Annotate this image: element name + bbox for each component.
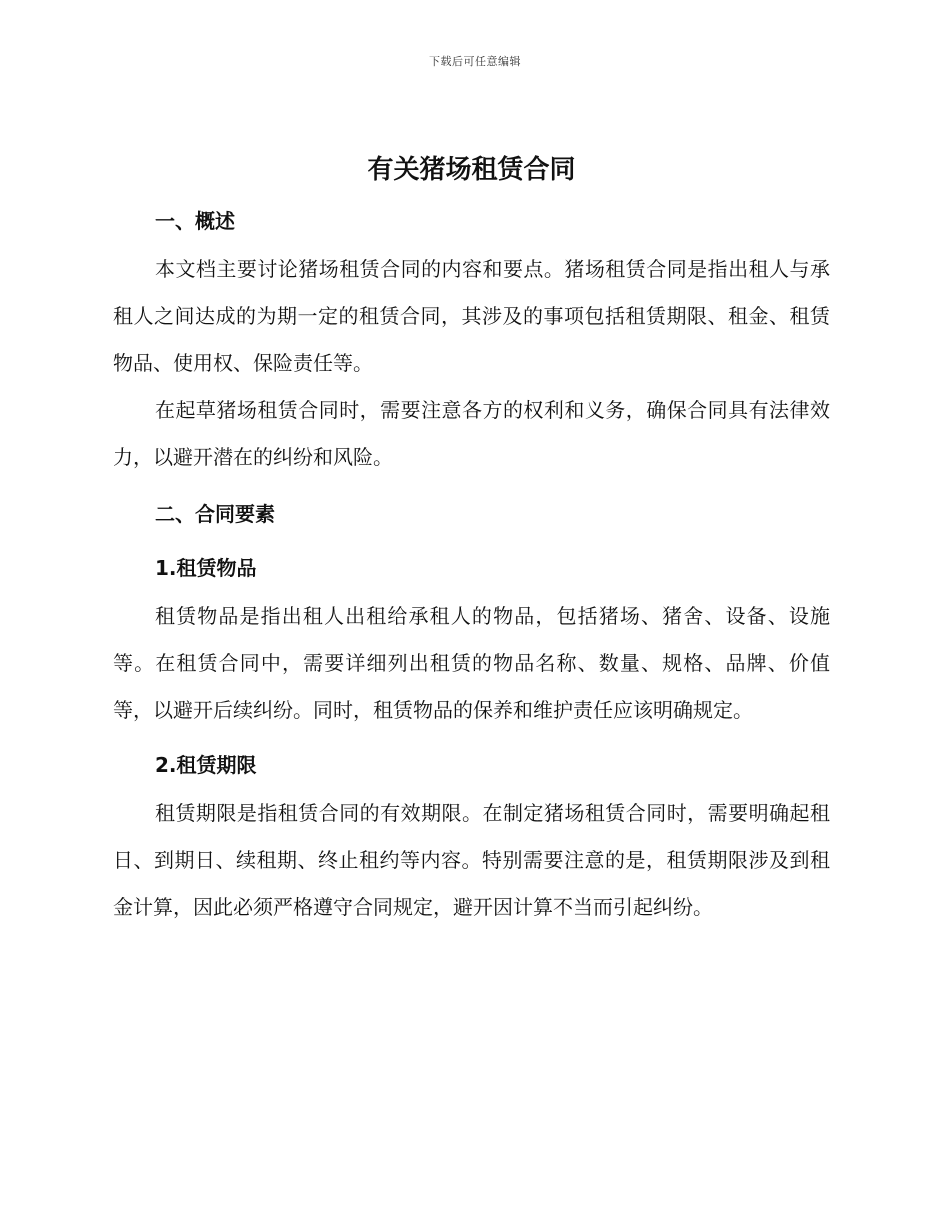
section-heading-overview: 一、概述	[155, 209, 235, 233]
document-title: 有关猪场租赁合同	[367, 155, 576, 185]
rental-items-paragraph: 租赁物品是指出租人出租给承租人的物品，包括猪场、猪舍、设备、设施等。在租赁合同中，需要详细列出租赁的物品名称、数量、规格、品牌、价值等，以避开后续纠纷。同时，租赁物品的保养和维护责任应该明确规定。	[113, 604, 830, 722]
overview-paragraph-2: 在起草猪场租赁合同时，需要注意各方的权利和义务，确保合同具有法律效力，以避开潜在的纠纷和风险。	[113, 398, 830, 469]
subsection-heading-rental-items: 1.租赁物品	[155, 556, 257, 580]
rental-term-paragraph: 租赁期限是指租赁合同的有效期限。在制定猪场租赁合同时，需要明确起租日、到期日、续租期、终止租约等内容。特别需要注意的是，租赁期限涉及到租金计算，因此必须严格遵守合同规定，避开因计算不当而引起纠纷。	[113, 801, 830, 919]
subsection-heading-rental-term: 2.租赁期限	[155, 753, 257, 777]
header-note: 下载后可任意编辑	[429, 55, 521, 68]
document-body	[113, 148, 830, 931]
overview-paragraph-1: 本文档主要讨论猪场租赁合同的内容和要点。猪场租赁合同是指出租人与承租人之间达成的为期一定的租赁合同，其涉及的事项包括租赁期限、租金、租赁物品、使用权、保险责任等。	[113, 257, 830, 375]
section-heading-elements: 二、合同要素	[155, 502, 275, 526]
